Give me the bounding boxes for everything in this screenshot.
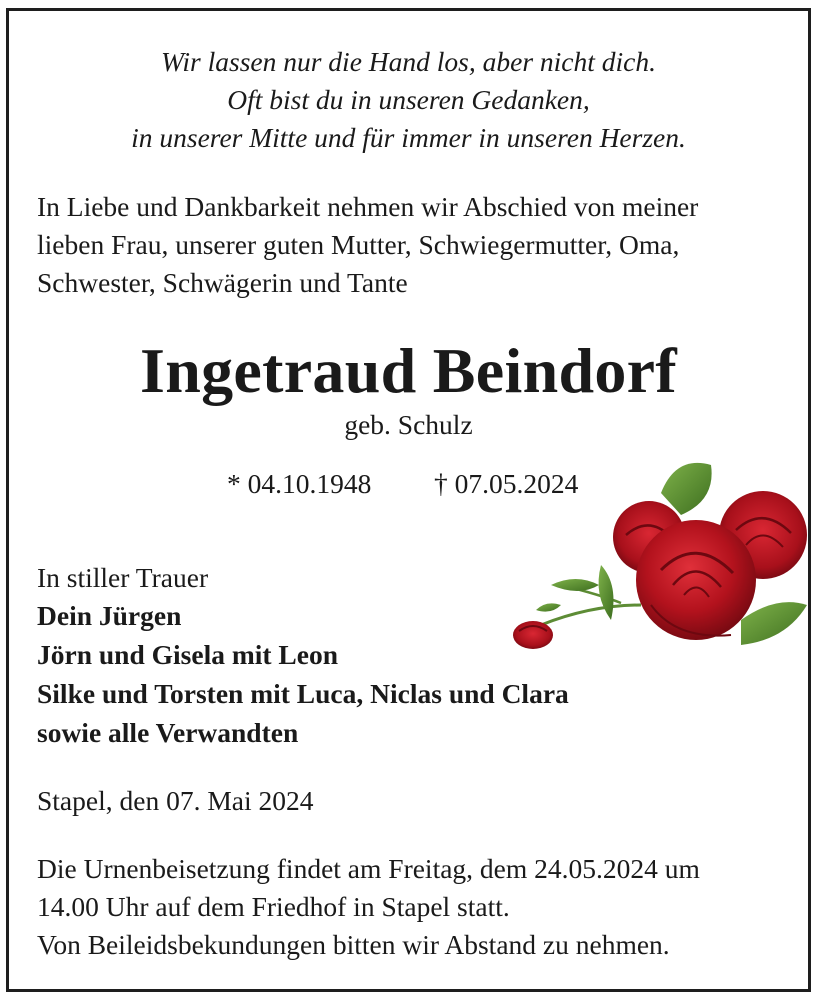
mourner-name: Dein Jürgen	[37, 600, 182, 631]
mourner-name: Jörn und Gisela mit Leon	[37, 639, 339, 670]
intro-line-1: In Liebe und Dankbarkeit nehmen wir Abschied von meiner	[37, 191, 699, 222]
intro-line-3: Schwester, Schwägerin und Tante	[37, 267, 408, 298]
death-date: † 07.05.2024	[434, 468, 579, 499]
intro-line-2: lieben Frau, unserer guten Mutter, Schwiegermutter, Oma,	[37, 229, 680, 260]
obituary-frame	[6, 8, 811, 992]
red-roses-icon	[501, 445, 807, 655]
mourner-name: sowie alle Verwandten	[37, 717, 299, 748]
birth-date: * 04.10.1948	[227, 468, 372, 499]
funeral-line-2: 14.00 Uhr auf dem Friedhof in Stapel statt.	[37, 891, 510, 922]
mourning-heading: In stiller Trauer	[37, 562, 209, 593]
mourner-name: Silke und Torsten mit Luca, Niclas und Clara	[37, 678, 569, 709]
birth-name: geb. Schulz	[344, 409, 473, 440]
funeral-line-3: Von Beileidsbekundungen bitten wir Abstand zu nehmen.	[37, 929, 670, 960]
funeral-line-1: Die Urnenbeisetzung findet am Freitag, dem 24.05.2024 um	[37, 853, 700, 884]
poem-line-2: Oft bist du in unseren Gedanken,	[227, 84, 590, 115]
place-and-date: Stapel, den 07. Mai 2024	[37, 785, 314, 816]
poem-line-1: Wir lassen nur die Hand los, aber nicht dich.	[161, 46, 656, 77]
deceased-name: Ingetraud Beindorf	[140, 335, 677, 406]
poem-line-3: in unserer Mitte und für immer in unseren Herzen.	[131, 122, 686, 153]
